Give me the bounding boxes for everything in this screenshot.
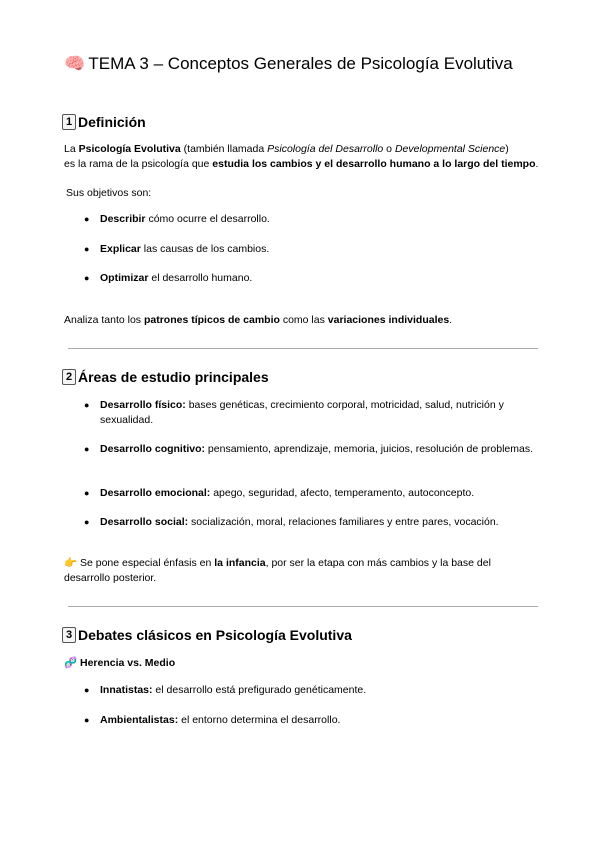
text-bold: Psicología Evolutiva [78,143,181,155]
text-bold: Optimizar [100,272,149,284]
text-bold: Ambientalistas: [100,714,179,726]
text-run: ) [505,143,509,155]
text-run: como las [279,314,328,326]
subheading-herencia-medio [64,656,175,669]
text-bold: Describir [100,213,146,225]
text-run: el desarrollo está prefigurado genéticamente. [152,684,367,696]
text-run: el entorno determina el desarrollo. [178,714,341,726]
subheading-text: Herencia vs. Medio [80,657,176,669]
list-item [84,515,534,530]
bullet-icon: ● [84,685,90,695]
text-run: Analiza tanto los [64,314,144,326]
text-bold: patrones típicos de cambio [143,314,280,326]
divider [68,348,538,349]
divider [68,606,538,607]
number-2-icon: 2 [62,369,76,385]
text-run: , por ser la etapa con más cambios y la base del desarrollo posterior. [64,557,491,584]
text-run: pensamiento, aprendizaje, memoria, juicios, resolución de problemas. [205,443,534,455]
text-bold: la infancia [214,557,266,569]
text-run: apego, seguridad, afecto, temperamento, autoconcepto. [210,487,475,499]
bullet-icon: ● [84,488,90,498]
list-item [84,442,534,457]
text-bold: Desarrollo emocional: [100,487,211,499]
number-1-icon: 1 [62,114,76,130]
list-item [84,242,534,257]
bullet-icon: ● [84,244,90,254]
bullet-icon: ● [84,400,90,410]
text-bold: Desarrollo social: [100,516,189,528]
text-run: cómo ocurre el desarrollo. [145,213,270,225]
text-run: las causas de los cambios. [140,243,270,255]
text-bold: variaciones individuales [327,314,450,326]
text-bold: Desarrollo cognitivo: [100,443,206,455]
text-italic: Psicología del Desarrollo [267,143,384,155]
list-item [84,212,534,227]
text-bold: Desarrollo físico: [100,399,186,411]
pointing-hand-icon: 👉 [64,557,78,569]
list-item [84,486,534,501]
list-item [84,398,534,428]
list-item [84,271,534,286]
text-run: socialización, moral, relaciones familiares y entre pares, vocación. [188,516,499,528]
emphasis-note [64,556,524,585]
text-run: el desarrollo humano. [148,272,253,284]
text-run: (también llamada [180,143,268,155]
text-bold: estudia los cambios y el desarrollo humano a lo largo del tiempo [212,157,536,170]
list-item [84,713,534,728]
bullet-icon: ● [84,444,90,454]
list-item [84,683,534,698]
page-title [64,52,534,76]
bullet-icon: ● [84,517,90,527]
section-heading-definicion [62,114,146,130]
text-bold: Explicar [100,243,141,255]
text-run: bases genéticas, crecimiento corporal, motricidad, salud, nutrición y sexualidad. [100,399,504,426]
text-run: es la rama de la psicología que [64,157,213,170]
section-heading-text: Áreas de estudio principales [78,369,269,385]
section-heading-debates [62,627,352,643]
text-run: La [64,143,79,155]
text-run: Se pone especial énfasis en [77,557,215,569]
analysis-paragraph [64,313,544,328]
text-bold: Innatistas: [100,684,153,696]
section-heading-areas [62,369,269,385]
objectives-intro: Sus objetivos son: [66,187,152,199]
section-heading-text: Definición [78,114,146,130]
text-run: o [383,143,395,155]
section-heading-text: Debates clásicos en Psicología Evolutiva [78,627,352,643]
bullet-icon: ● [84,715,90,725]
number-3-icon: 3 [62,627,76,643]
text-run: . [449,314,453,326]
bullet-icon: ● [84,273,90,283]
bullet-icon: ● [84,214,90,224]
page-title-text: TEMA 3 – Conceptos Generales de Psicología Evolutiva [88,54,513,73]
definition-paragraph [64,142,544,171]
brain-icon: 🧠 [64,54,86,73]
text-run: . [535,157,539,170]
dna-icon: 🧬 [64,657,78,669]
text-italic: Developmental Science [394,143,506,155]
